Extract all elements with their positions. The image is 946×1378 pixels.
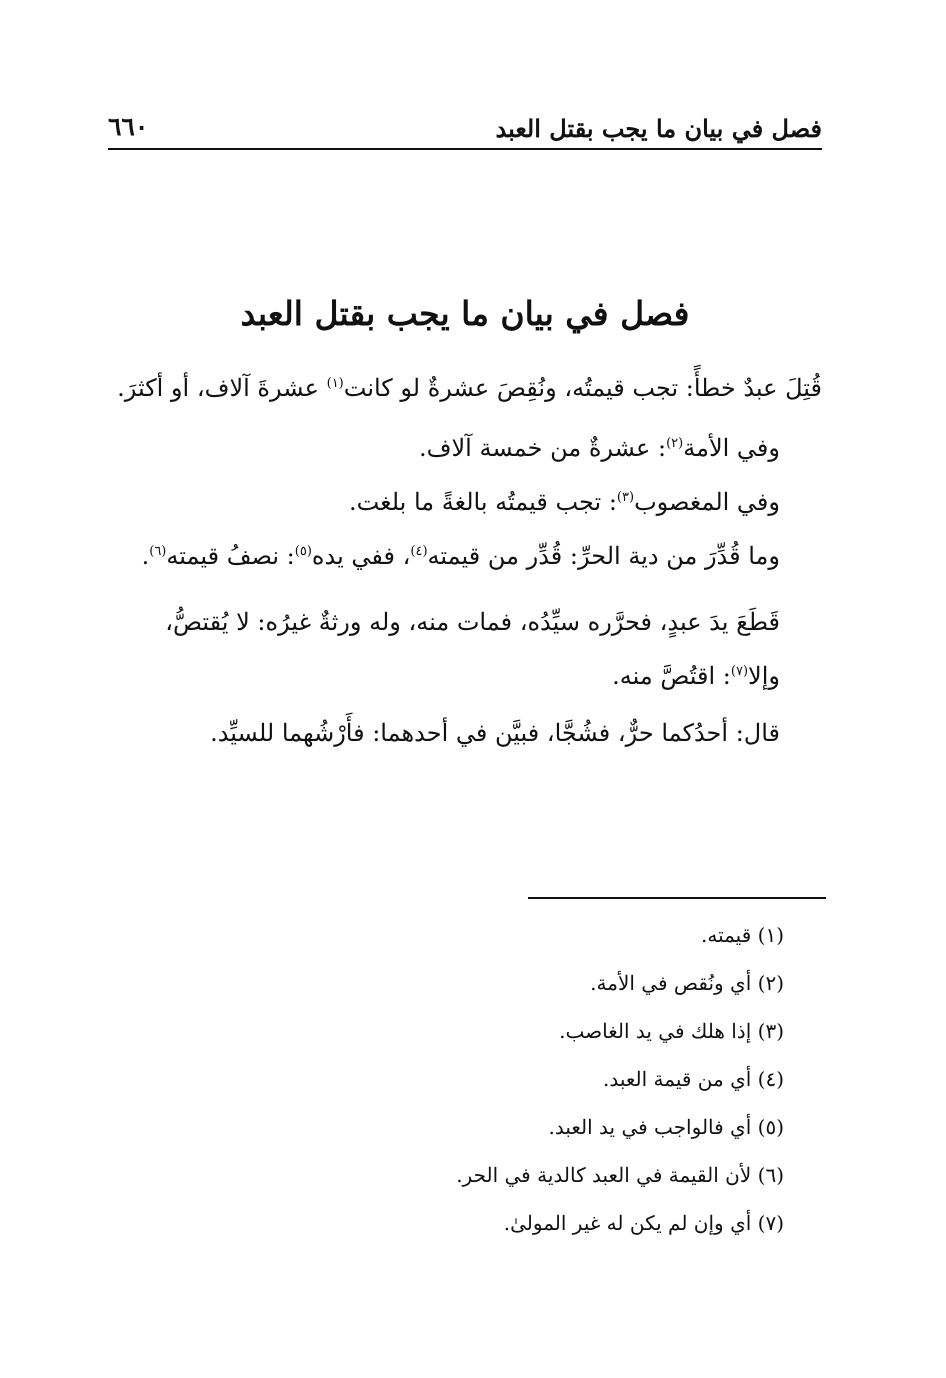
paragraph-female-slave <box>108 432 822 464</box>
running-header <box>108 108 822 150</box>
paragraph-text: وفي الأمة <box>683 433 780 462</box>
paragraph-text: : اقتُصَّ منه. <box>612 661 731 690</box>
section-heading: فصل في بيان ما يجب بقتل العبد <box>240 294 690 334</box>
footnote-4: (٤) أي من قيمة العبد. <box>602 1067 784 1091</box>
footnote-7: (٧) أي وإن لم يكن له غير المولىٰ. <box>503 1211 784 1235</box>
running-header-title: فصل في بيان ما يجب بقتل العبد <box>495 114 822 143</box>
footnote-5: (٥) أي فالواجب في يد العبد. <box>548 1115 784 1139</box>
footnote-reference: (٢) <box>666 435 684 451</box>
footnote-reference: (٥) <box>294 544 312 560</box>
paragraph-text: قَطَعَ يدَ عبدٍ، فحرَّره سيِّدُه، فمات منه، وله ورثةٌ غيرُه: لا يُقتصُّ، وإلا <box>165 607 780 690</box>
footnote-6: (٦) لأن القيمة في العبد كالدية في الحر. <box>456 1163 784 1187</box>
paragraph-value-measure <box>108 540 822 572</box>
footnote-separator <box>528 897 826 899</box>
page-number: ٦٦٠ <box>108 112 149 141</box>
paragraph-usurped-slave <box>108 486 822 518</box>
paragraph-text: وما قُدِّرَ من دية الحرِّ: قُدِّر من قيمته <box>427 542 780 571</box>
paragraph-slave-killed-by-mistake <box>108 360 822 418</box>
paragraph-text: وفي المغصوب <box>634 487 780 516</box>
footnote-1: (١) قيمته. <box>701 923 784 947</box>
footnote-reference: (٦) <box>149 544 167 560</box>
paragraph-text: ، ففي يده <box>311 542 411 571</box>
footnote-3: (٣) إذا هلك في يد الغاصب. <box>559 1019 784 1043</box>
main-text <box>108 360 822 771</box>
paragraph-text: . <box>141 542 150 571</box>
paragraph-text: عشرةَ آلاف، أو أكثرَ. <box>117 374 327 402</box>
paragraph-two-slaves <box>108 717 822 749</box>
paragraph-text: قُتِلَ عبدٌ خطأً: تجب قيمتُه، ونُقِصَ عشرةٌ لو كانت <box>343 374 822 402</box>
footnote-reference: (٧) <box>730 663 749 679</box>
footnotes <box>108 917 784 1253</box>
paragraph-text: : عشرةٌ من خمسة آلاف. <box>418 433 667 462</box>
paragraph-text: قال: أحدُكما حرٌّ، فشُجَّا، فبيَّن في أحدهما: فأَرْشُهما للسيِّد. <box>210 718 780 747</box>
footnote-reference: (٣) <box>616 489 635 505</box>
footnote-reference: (١) <box>326 376 344 391</box>
footnote-reference: (٤) <box>410 544 428 560</box>
paragraph-text: : تجب قيمتُه بالغةً ما بلغت. <box>348 487 617 516</box>
paragraph-text: : نصفُ قيمته <box>166 542 295 571</box>
footnote-2: (٢) أي ونُقص في الأمة. <box>590 971 784 995</box>
paragraph-hand-cut <box>108 595 822 703</box>
